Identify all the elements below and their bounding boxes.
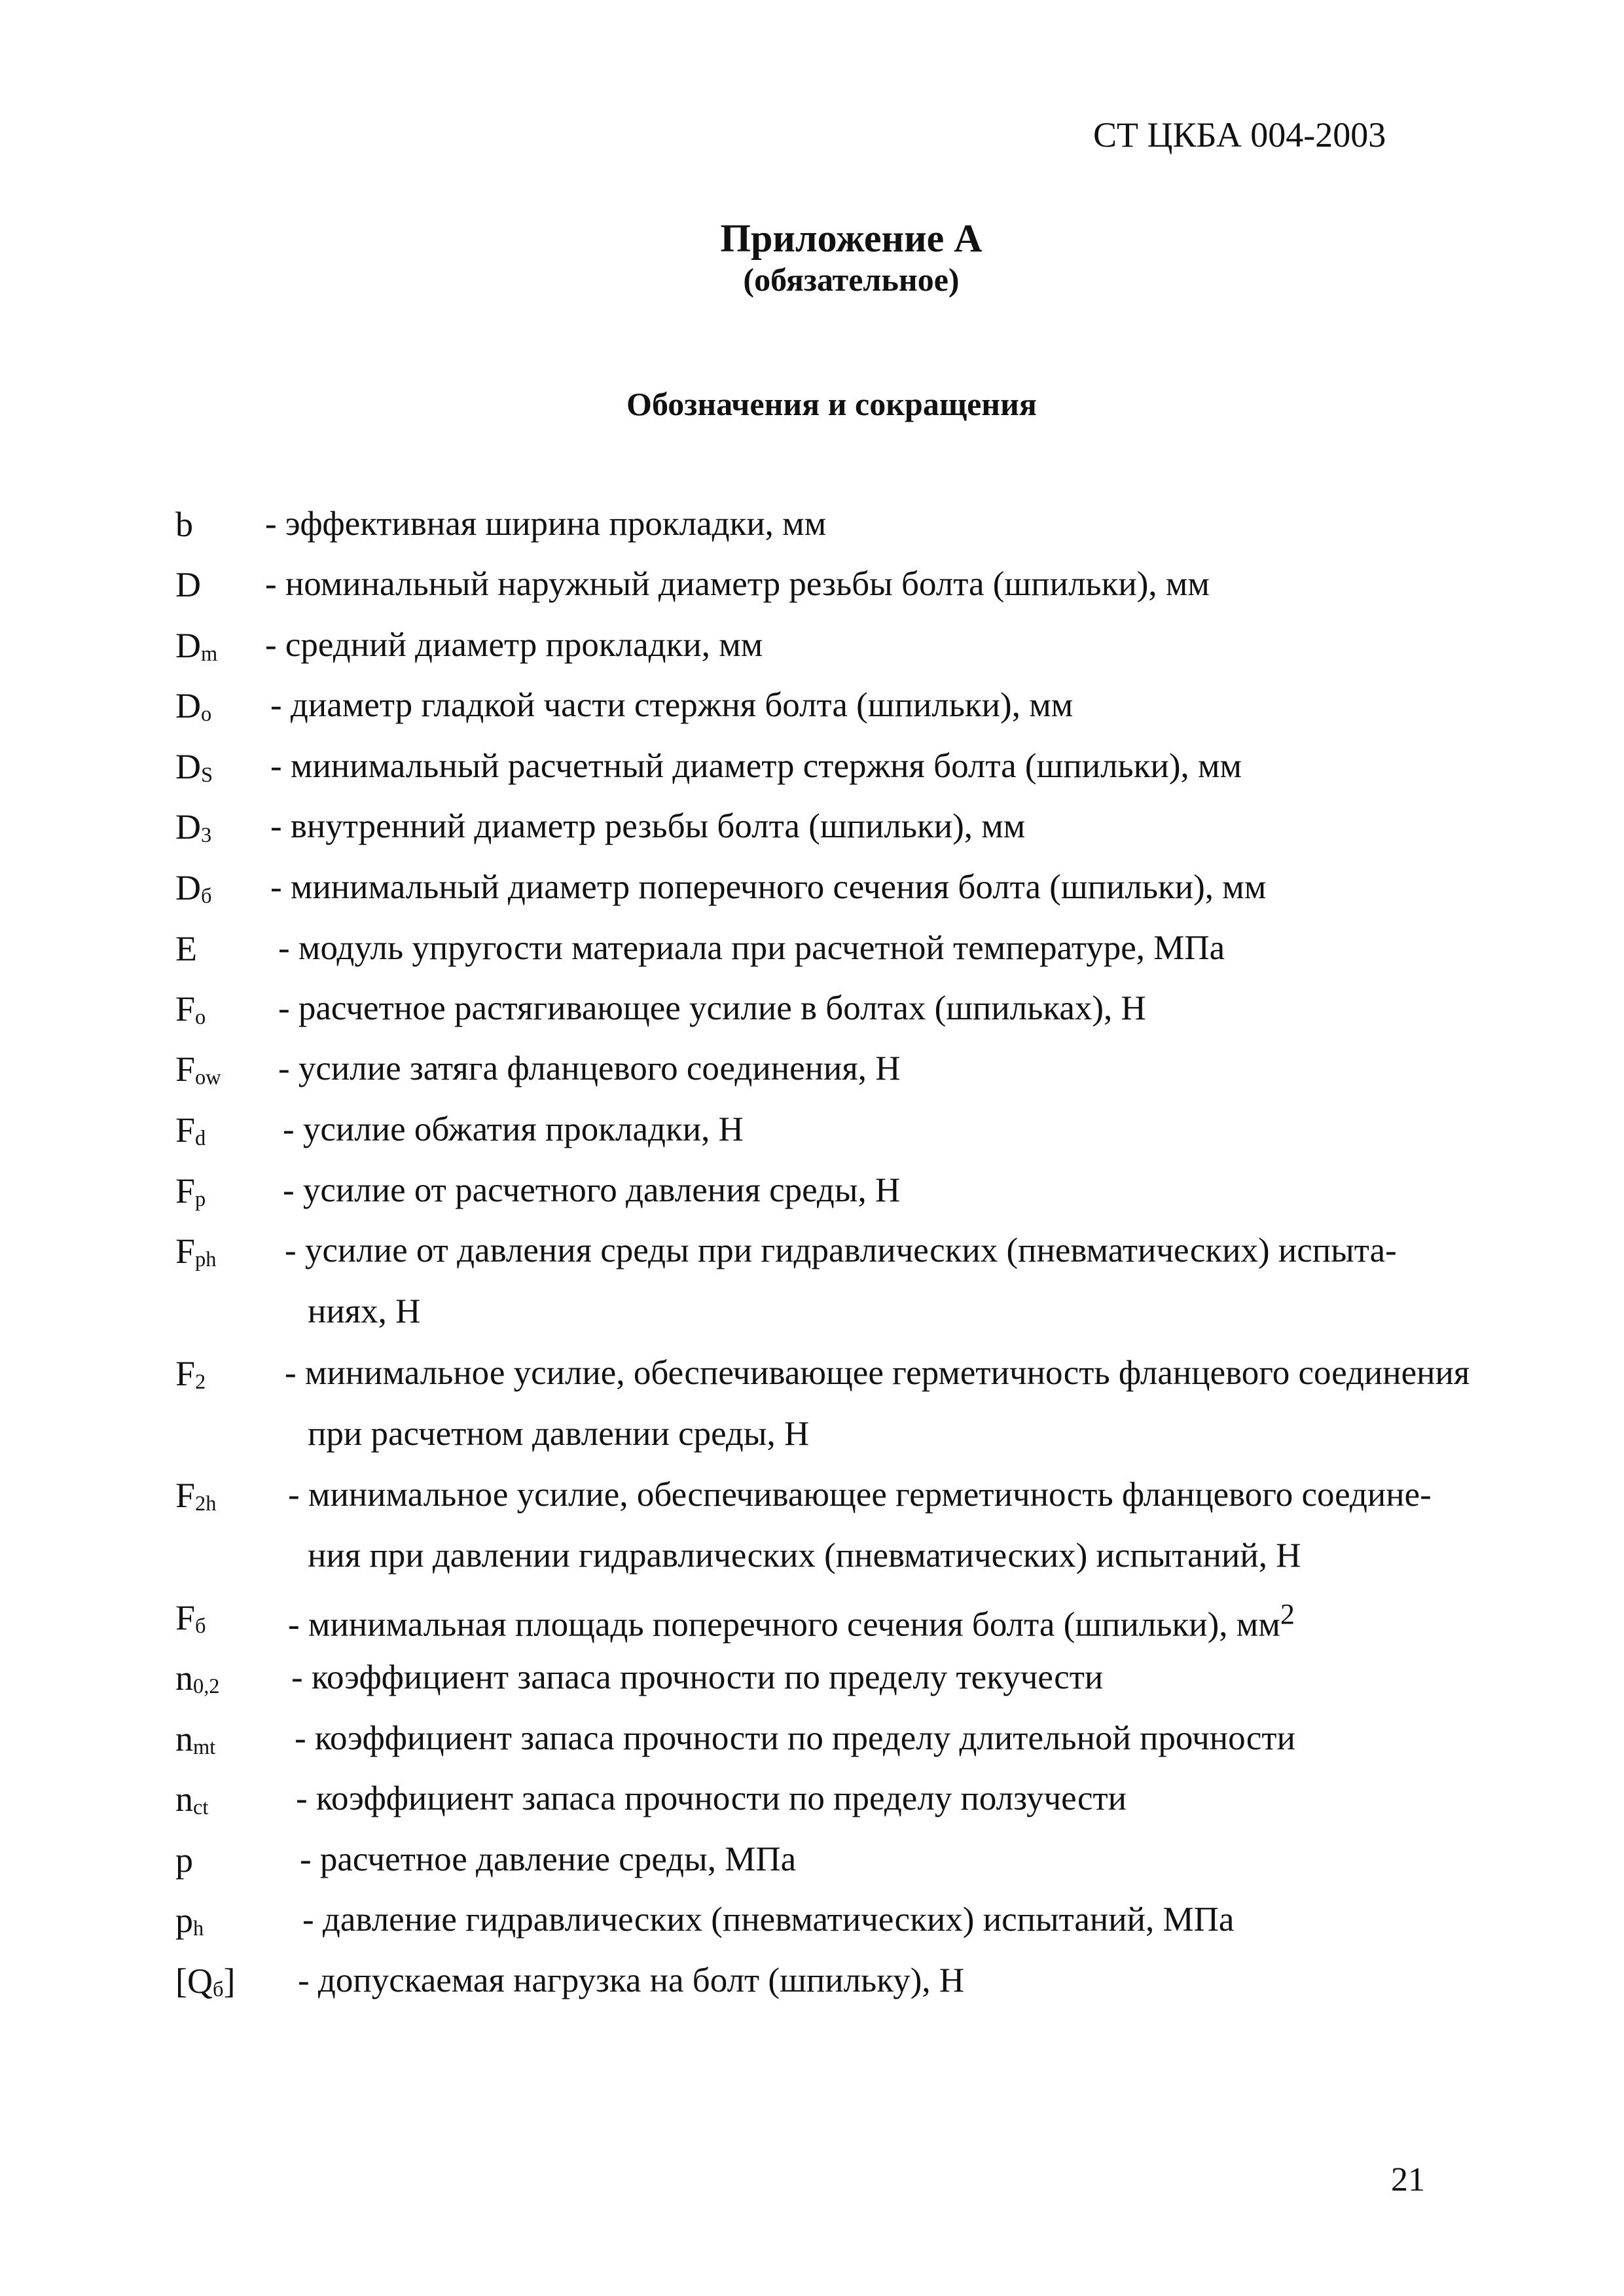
section-title: Обозначения и сокращения [626,386,1037,422]
term-definition [270,746,1242,786]
term-subscript: ph [195,1247,217,1271]
term-subscript: m [201,642,218,666]
term-subscript: d [195,1126,206,1150]
term-base: D [175,747,201,786]
term-symbol [175,1171,206,1212]
definition-text: - средний диаметр прокладки, мм [265,626,763,664]
term-subscript: 3 [201,823,212,847]
term-subscript: mt [193,1735,216,1759]
term-symbol [175,1231,216,1272]
term-definition [270,867,1266,907]
term-base: F [175,1476,196,1515]
term-base: p [175,1901,193,1940]
term-bracket: ] [223,1961,236,2001]
term-symbol [175,564,201,605]
term-base: F [175,1171,196,1211]
term-symbol [175,1110,206,1151]
term-symbol [175,1719,215,1760]
definition-text: - усилие затяга фланцевого соединения, Н [278,1049,901,1087]
appendix-title: Приложение А [720,217,983,260]
term-subscript: б [212,1977,224,2001]
term-symbol [175,1900,204,1941]
document-code: СТ ЦКБА 004-2003 [1093,115,1386,155]
definition-text: - усилие обжатия прокладки, Н [283,1110,744,1148]
term-definition [265,625,763,665]
term-symbol [175,1597,206,1639]
term-definition [288,1597,1295,1645]
term-base: D [175,868,201,907]
term-subscript: p [195,1187,206,1211]
definition-text: - эффективная ширина прокладки, мм [265,505,827,543]
definition-text: - расчетное давление среды, МПа [300,1840,797,1878]
definition-text: - модуль упругости материала при расчетной температуре, МПа [278,929,1225,967]
definition-text: - минимальный расчетный диаметр стержня болта (шпильки), мм [270,747,1242,785]
term-base: F [175,1354,196,1393]
term-definition [296,1779,1127,1818]
definition-text: - коэффициент запаса прочности по пределу текучести [291,1658,1104,1696]
term-base: F [175,1231,196,1271]
term-definition [270,807,1025,846]
definition-text: - коэффициент запаса прочности по пределу ползучести [296,1779,1127,1817]
definition-text: - внутренний диаметр резьбы болта (шпильки), мм [270,807,1026,845]
term-symbol [175,1353,206,1394]
term-symbol [175,746,213,788]
term-definition [298,1961,964,2000]
term-subscript: o [201,702,212,726]
term-definition [300,1840,796,1879]
term-base: n [175,1779,193,1819]
unit-superscript: 2 [1280,1598,1295,1630]
term-symbol [175,867,211,909]
term-base: F [175,1110,196,1150]
term-base: F [175,1598,196,1637]
term-base: D [175,565,201,604]
term-definition [295,1719,1295,1758]
definition-text: - давление гидравлических (пневматических) испытаний, МПа [302,1901,1235,1939]
term-base: [Q [175,1961,213,2001]
term-symbol [175,928,197,969]
term-symbol [175,1961,235,2002]
term-definition [302,1900,1234,1939]
definition-text: - усилие от давления среды при гидравлических (пневматических) испыта- [285,1231,1397,1269]
term-subscript: h [193,1916,204,1941]
term-definition [278,989,1146,1028]
term-symbol [175,989,206,1030]
definition-text: - допускаемая нагрузка на болт (шпильку), Н [298,1961,965,1999]
term-symbol [175,1658,220,1699]
term-symbol [175,1049,221,1090]
definition-text: - расчетное растягивающее усилие в болтах (шпильках), Н [278,989,1146,1027]
definition-text: - минимальное усилие, обеспечивающее герметичность фланцевого соедине- [288,1476,1432,1514]
definition-text: - минимальный диаметр поперечного сечения болта (шпильки), мм [270,868,1267,906]
definition-continuation: ниях, Н [308,1292,421,1330]
definition-text: - номинальный наружный диаметр резьбы болта (шпильки), мм [265,565,1210,603]
term-definition [288,1475,1432,1514]
term-subscript: ct [193,1795,209,1819]
term-base: n [175,1719,193,1758]
term-subscript: б [195,1614,206,1638]
term-definition [265,504,826,543]
term-base: F [175,1049,196,1089]
term-definition [283,1171,900,1210]
term-subscript: ow [195,1065,221,1089]
definition-text: - диаметр гладкой части стержня болта (шпильки), мм [270,686,1074,724]
definition-text: - минимальное усилие, обеспечивающее герметичность фланцевого соединения [285,1354,1470,1392]
term-base: E [175,929,197,968]
term-subscript: S [201,763,213,787]
term-subscript: o [195,1005,206,1029]
definition-text: - усилие от расчетного давления среды, Н [283,1171,901,1209]
term-base: D [175,686,201,725]
term-symbol [175,807,211,848]
term-definition [270,685,1073,725]
term-symbol [175,1779,208,1820]
term-subscript: 2h [195,1491,217,1516]
term-symbol [175,1840,193,1880]
definition-text: - минимальная площадь поперечного сечения болта (шпильки), мм [288,1605,1280,1644]
appendix-subtitle: (обязательное) [743,261,960,298]
term-definition [283,1110,744,1149]
term-definition [285,1353,1470,1393]
term-base: D [175,807,201,847]
term-base: b [175,505,193,544]
term-definition [265,564,1210,604]
term-base: F [175,989,196,1029]
term-definition [278,1049,900,1088]
term-subscript: б [201,884,212,908]
definition-continuation: при расчетном давлении среды, Н [308,1415,810,1453]
term-base: p [175,1840,193,1880]
term-symbol [175,504,193,545]
page-number: 21 [1391,2161,1425,2198]
term-definition [291,1658,1103,1697]
term-definition [285,1231,1397,1270]
definition-continuation: ния при давлении гидравлических (пневматических) испытаний, Н [308,1537,1301,1575]
term-definition [278,928,1225,968]
term-symbol [175,625,217,666]
term-subscript: 0,2 [193,1674,220,1698]
definition-text: - коэффициент запаса прочности по пределу длительной прочности [295,1719,1295,1757]
term-base: D [175,626,201,665]
term-symbol [175,1475,216,1516]
term-symbol [175,685,211,727]
term-base: n [175,1658,193,1698]
term-subscript: 2 [195,1370,206,1394]
